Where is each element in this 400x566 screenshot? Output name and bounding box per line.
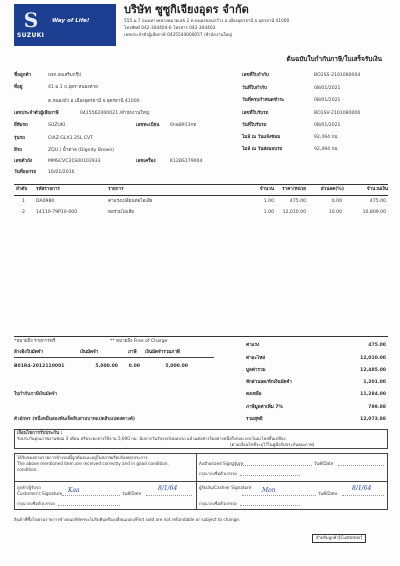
- engine-label: เลขเครื่อง: [136, 159, 156, 164]
- receipt-date-label: วันที่ใบรับรถ: [242, 123, 267, 128]
- col-header-no: ลำดับ: [16, 187, 28, 192]
- cashier-signature-image: Mon: [262, 487, 276, 494]
- deposit-total-header: เงินมัดจำรวมภาษี: [145, 350, 180, 355]
- subtotal-label: มูลค่ารวม: [246, 368, 266, 373]
- suzuki-s-icon: S: [23, 8, 39, 32]
- col-header-qty: จำนวน: [259, 187, 274, 192]
- vat-value: 789.88: [368, 405, 386, 410]
- receipt-no-label: เลขที่ใบรับรถ: [242, 111, 269, 116]
- delivery-date-label: วันที่ออกรถ: [14, 170, 37, 175]
- deposit-rule: [14, 357, 214, 358]
- receipt-no-value: BO1SV-2101080006: [314, 111, 361, 116]
- chassis-value: MMSCVC31S00102933: [48, 159, 101, 164]
- customer-taxid-label: เลขประจำตัวผู้เสียภาษี: [14, 111, 59, 116]
- cashier-sign-line: [242, 495, 316, 496]
- authorized-print-name: กรุณาลงชื่อตัวบรรจง: [199, 471, 237, 476]
- company-phone: โทรศัพท์ 042-304404-6 โทรสาร 042-304403: [124, 26, 216, 31]
- authorized-print-line: [240, 475, 300, 476]
- customer-sign-line: [62, 495, 120, 496]
- cashier-print-line: [240, 505, 300, 506]
- cashier-date-handwritten: 8/1/64: [352, 485, 372, 492]
- address-value: 41 ม.1 ถ.อุดร-หนองคาย: [48, 85, 98, 90]
- tax-invoice-no-value: BO1SS-2101080004: [314, 73, 361, 78]
- car-color-label: สีรถ: [14, 148, 23, 153]
- cashier-print-name: กรุณาลงชื่อตัวบรรจง: [199, 501, 237, 506]
- row-code: DA0980: [36, 199, 55, 204]
- tax-invoice-no-label: เลขที่ใบกำกับ: [242, 73, 269, 78]
- parts-label: ค่าอะไหล่: [246, 356, 266, 361]
- customer-name-label: ชื่อลูกค้า: [14, 73, 32, 78]
- row-discount: 10.00: [328, 210, 342, 215]
- deposit-ref: B01R4-2012110001: [14, 364, 65, 369]
- received-text-en-2: condition.: [17, 467, 38, 472]
- grand-total-value: 12,073.88: [360, 417, 386, 422]
- tax-invoice-date-label: วันที่ใบกำกับ: [242, 86, 267, 91]
- table-header-rule: [14, 195, 388, 196]
- discount-deposit-value: 1,201.00: [363, 380, 386, 385]
- customer-print-name: กรุณาลงชื่อตัวบรรจง: [17, 501, 55, 506]
- authorized-date-line: [338, 465, 384, 466]
- car-brand-label: ยี่ห้อรถ: [14, 123, 28, 128]
- customer-print-line: [58, 505, 120, 506]
- deposit-word-label: ใบกำกับภาษีเงินมัดจำ: [14, 392, 58, 397]
- company-address: 555 ม.7 ถนนทางหลวงหมายเลข 2 ต.หนองขอนกว้าง อ.เมืองอุดรธานี จ.อุดรธานี 41000: [124, 19, 290, 24]
- receipt-date-value: 08/01/2021: [314, 123, 341, 128]
- chassis-label: เลขตัวถัง: [14, 159, 33, 164]
- row-amount: 10,809.00: [362, 210, 386, 215]
- footer-note: สินค้าที่ซื้อไปตามรายการข้างบนบริษัทฯจะไม่รับคืนหรือเปลี่ยนแปลง/Part sold are not refundable or subject to change.: [14, 517, 241, 522]
- labor-label: ค่าแรง: [246, 343, 260, 348]
- signature-mid-rule: [14, 481, 388, 482]
- grand-total-label: รวมสุทธิ: [246, 417, 263, 422]
- row-unit-price: 12,010.00: [282, 210, 306, 215]
- mileage-out-label: ไมล์ ณ วันส่งมอบรถ: [242, 147, 283, 152]
- authorized-sign-line: [232, 465, 312, 466]
- car-model-value: CIAZ GLX1.25L CVT: [48, 136, 93, 141]
- amount-in-words: ตัวอักษร (หนึ่งหมื่นสองพันเจ็ดสิบสามบาทแปดสิบแปดสตางค์): [14, 417, 136, 422]
- mileage-in-label: ไมล์ ณ วันแจ้งซ่อม: [242, 135, 281, 140]
- deposit-amount: 5,000.00: [95, 364, 118, 369]
- customer-signature-image: Kaa: [68, 487, 80, 494]
- due-date-value: 08/01/2021: [314, 98, 341, 103]
- customer-name-value: บจก.ส่งเสริมกรุ๊ป: [48, 73, 81, 78]
- row-qty: 1.00: [263, 210, 274, 215]
- net-value: 11,284.00: [360, 392, 386, 397]
- col-header-amount: จำนวนเงิน: [366, 187, 388, 192]
- warranty-line-2: (ตามเงื่อนไขที่ระบุไว้ในคู่มือรับประกันคุณภาพ): [230, 442, 315, 447]
- plate-label: เลขทะเบียน: [136, 123, 160, 128]
- parts-value: 12,010.00: [360, 356, 386, 361]
- mileage-in-value: 92,494 กม.: [314, 135, 339, 140]
- customer-sign-label-th: ลูกค้า/ผู้รับรถ: [17, 485, 41, 490]
- customer-sign-label-en: Customer's Signature: [17, 491, 63, 496]
- car-brand-value: SUZUKI: [48, 123, 66, 128]
- logo-tagline: Way of Life!: [52, 18, 90, 24]
- authorized-label: Authorized Signature: [199, 461, 244, 466]
- deposit-ref-header: ล้างอิงใบมัดจำ: [14, 350, 44, 355]
- row-no: 1: [22, 199, 25, 204]
- deposit-total: 5,000.00: [165, 364, 188, 369]
- cashier-date-line: [342, 495, 384, 496]
- company-name: บริษัท ซูซูกิเจียงอุดร จำกัด: [124, 3, 249, 16]
- row-desc: ท่อร่วมไอเสีย: [108, 210, 134, 215]
- address-label: ที่อยู่: [14, 85, 23, 90]
- engine-value: K12BS179004: [170, 159, 203, 164]
- cashier-date-label: วันที่/Date: [318, 491, 338, 496]
- plate-value: 6กฉ8913กท: [170, 123, 197, 128]
- company-tax-id: เลขประจำตัวผู้เสียภาษี 0435544000057 /สำนักงานใหญ่: [124, 33, 233, 38]
- car-model-label: รุ่นรถ: [14, 136, 25, 141]
- col-header-desc: รายการ: [108, 187, 124, 192]
- warranty-title: เงื่อนไขการรับประกัน :: [17, 431, 63, 436]
- warranty-line-1: รับประกันคุณภาพงานซ่อม 3 เดือน หรือระยะทางใช้งาน 5,000 กม. นับจากวันรับรถ/ส่งมอบรถ แล้วแต่อย่างใดอย่างหนึ่งถึงก่อน ยกเว้นอะไหล่สิ้นเปลือง: [17, 436, 286, 441]
- cashier-sign-label-th: ผู้รับเงิน/Cashier Signature: [199, 485, 252, 490]
- row-discount: 0.00: [331, 199, 342, 204]
- customer-date-label: วันที่/Date: [122, 491, 142, 496]
- received-text-th: ได้รับของตามรายการข้างบนนี้ถูกต้องและอยู่ในสภาพเรียบร้อยทุกประการ: [17, 455, 148, 460]
- table-bottom-rule: [14, 336, 388, 337]
- col-header-unit-price: ราคา/หน่วย: [282, 187, 306, 192]
- deposit-amount-header: เงินมัดจำ: [80, 350, 99, 355]
- net-label: คงเหลือ: [246, 392, 262, 397]
- copy-label: สำหรับลูกค้า[Customer]: [312, 534, 366, 543]
- row-code: 14110-79P10-000: [36, 210, 78, 215]
- tax-invoice-date-value: 08/01/2021: [314, 86, 341, 91]
- free-note: ** หมายถึง Free of Charge: [110, 339, 168, 344]
- address-value-2: ต.หนองบัว อ.เมืองอุดรธานี จ.อุดรธานี 41000: [48, 99, 140, 104]
- row-qty: 1.00: [263, 199, 274, 204]
- customer-taxid-value: 0415562000021 /สำนักงานใหญ่: [80, 111, 150, 116]
- received-text-en: The above mentioned item are received correctly and in good condition.: [17, 461, 169, 466]
- deposit-vat-header: ภาษี: [128, 350, 137, 355]
- vat-label: ภาษีมูลค่าเพิ่ม 7%: [246, 405, 284, 410]
- row-desc: ค่าแรงเปลี่ยนท่อไอเสีย: [108, 199, 153, 204]
- row-unit-price: 475.00: [289, 199, 306, 204]
- customer-date-line: [146, 495, 192, 496]
- table-top-rule: [14, 184, 388, 185]
- row-amount: 475.00: [369, 199, 386, 204]
- deposit-vat: 0.00: [128, 364, 140, 369]
- mark-note: *หมายถึง รายการฟรี: [14, 339, 56, 344]
- customer-date-handwritten: 8/1/64: [158, 485, 178, 492]
- discount-deposit-label: หักส่วนลด/หักเงินมัดจำ: [246, 380, 292, 385]
- mileage-out-value: 92,494 กม.: [314, 147, 339, 152]
- logo-brand-text: SUZUKI: [17, 32, 45, 39]
- col-header-code: รหัสรายการ: [36, 187, 60, 192]
- due-date-label: วันที่ครบกำหนดชำระ: [242, 98, 285, 103]
- subtotal-value: 12,485.00: [360, 368, 386, 373]
- row-no: 2: [22, 210, 25, 215]
- document-title: ต้นฉบับใบกำกับภาษี/ใบเสร็จรับเงิน: [286, 55, 382, 63]
- authorized-date-label: วันที่/Date: [314, 461, 334, 466]
- suzuki-logo: [14, 4, 116, 46]
- delivery-date-value: 16/01/2016: [48, 170, 75, 175]
- col-header-discount: ส่วนลด(%): [320, 187, 344, 192]
- car-color-value: ZQU / น้ำตาล (Dignity Brown): [48, 148, 115, 153]
- labor-value: 475.00: [368, 343, 386, 348]
